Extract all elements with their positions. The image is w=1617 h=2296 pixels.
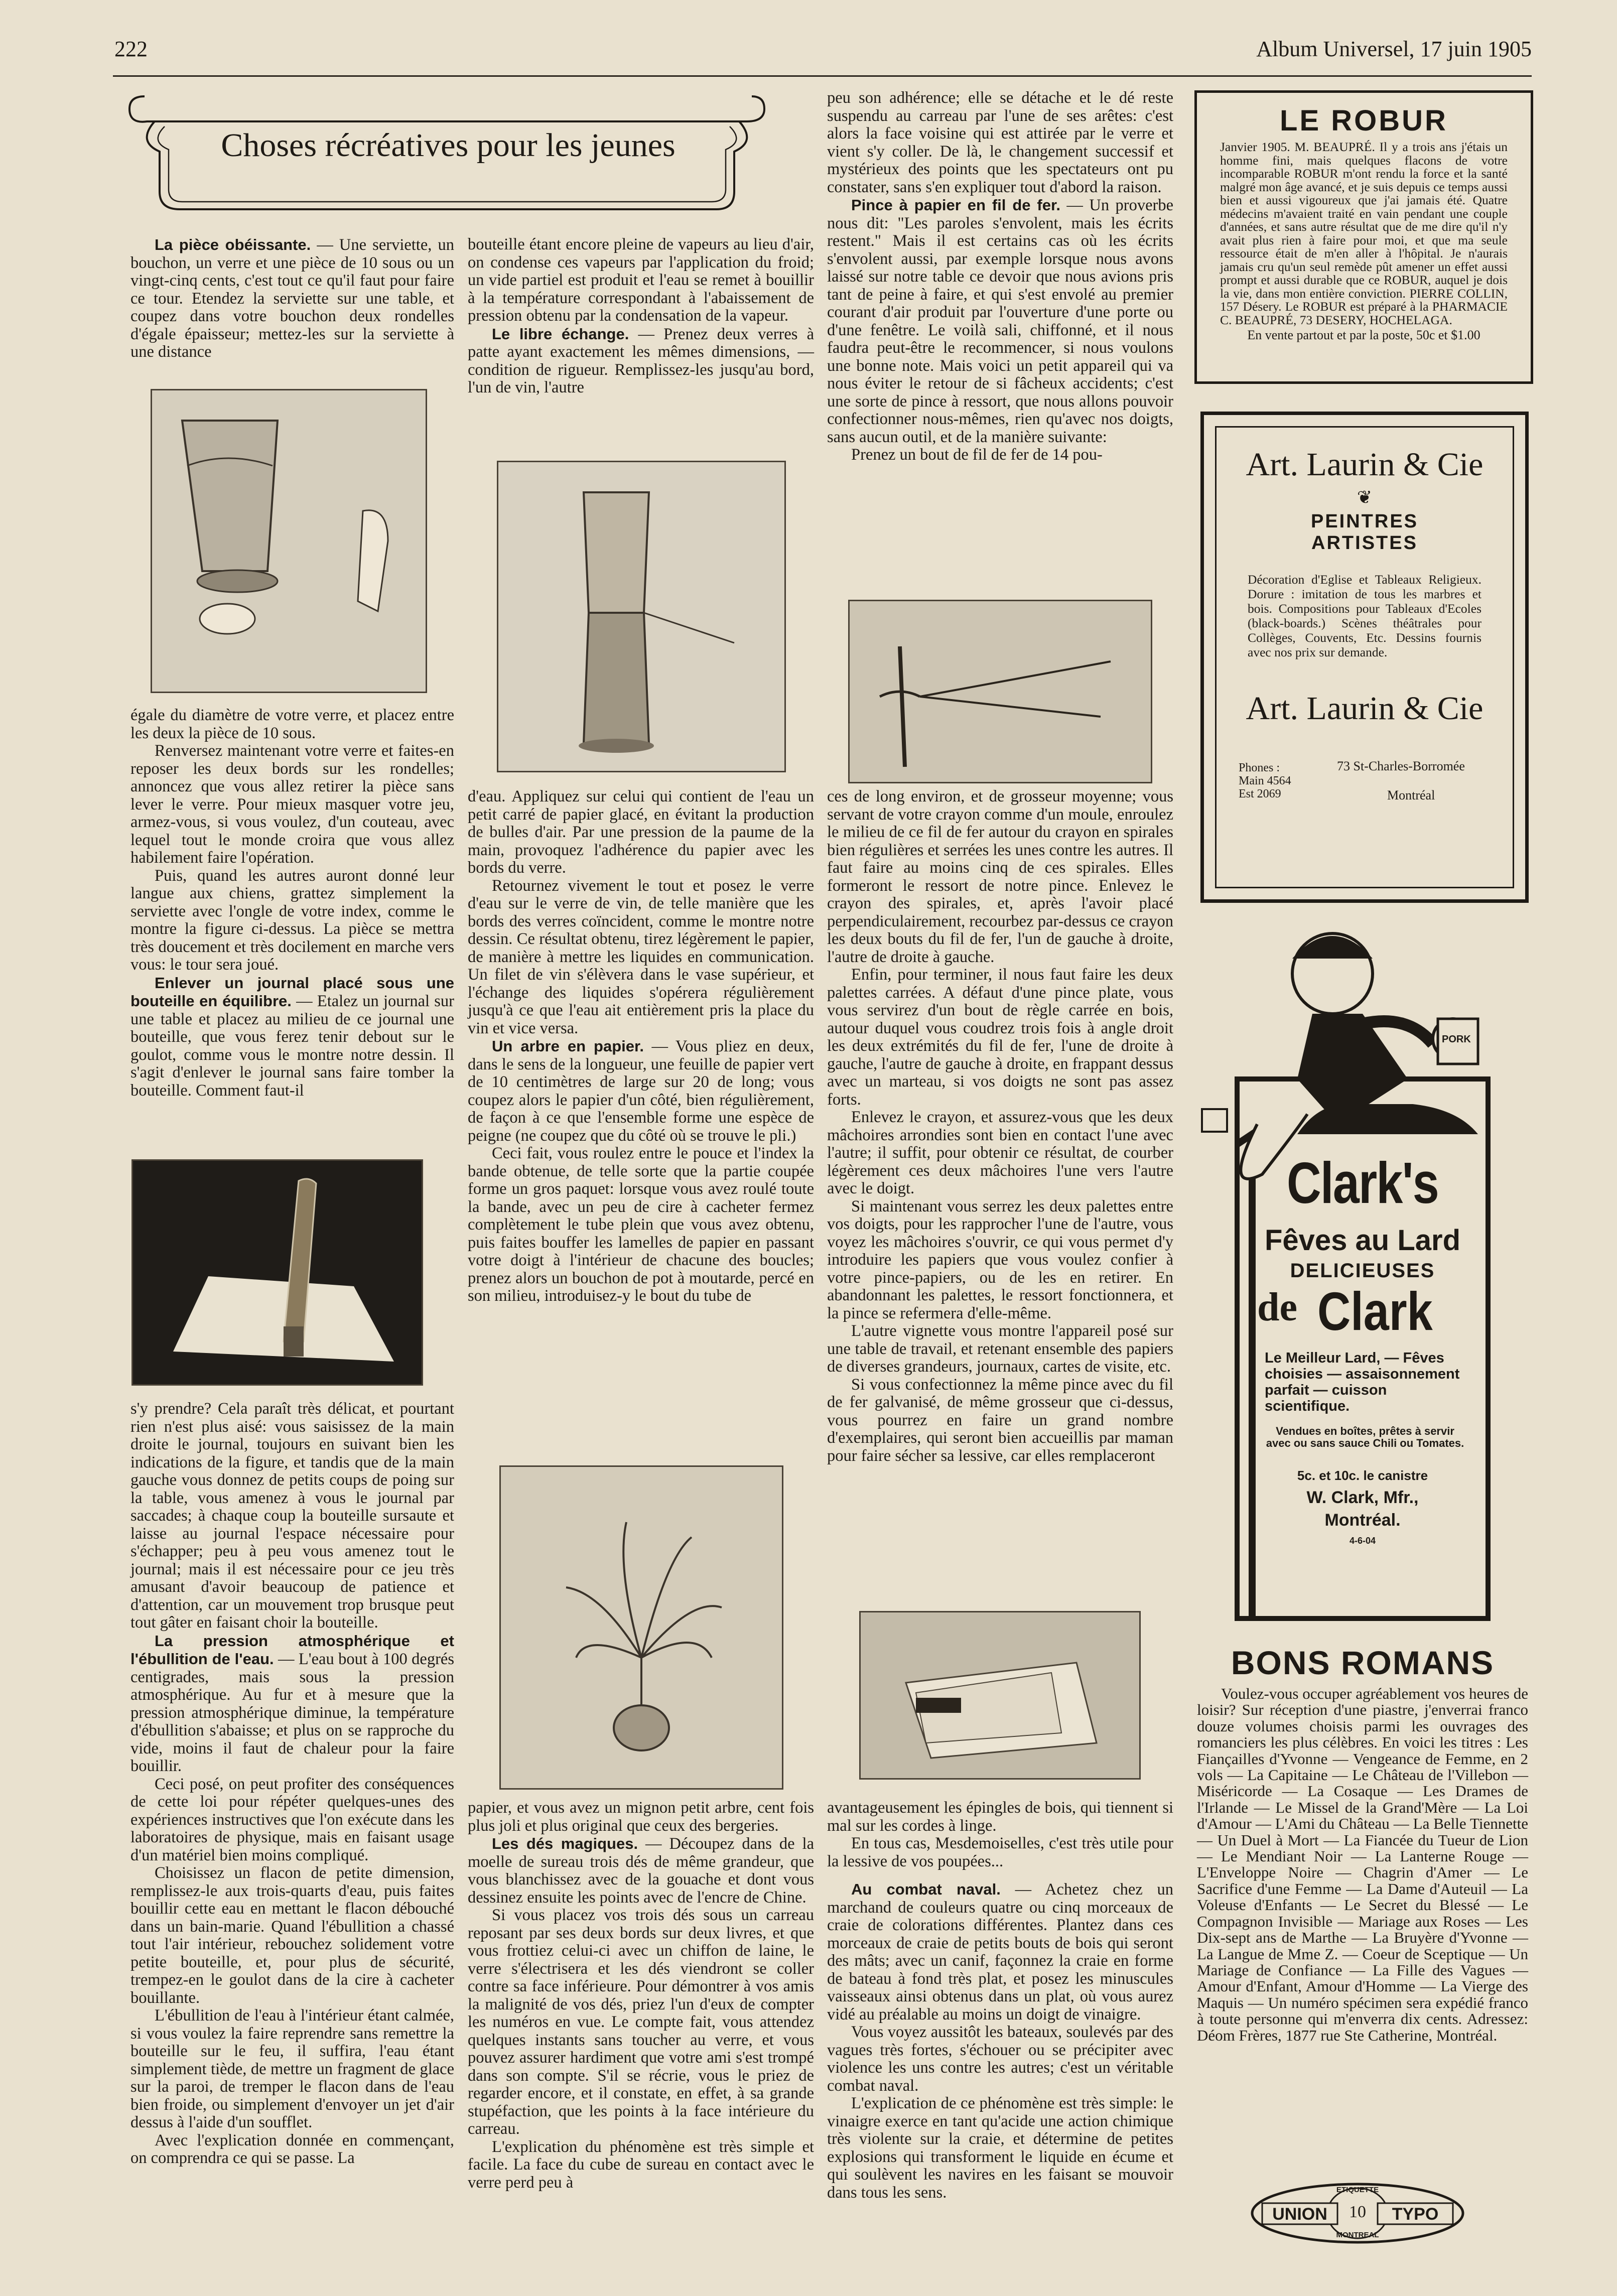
union-label-right: TYPO [1392,2205,1439,2224]
article-column-3 [827,89,1173,464]
header-rule [113,75,1532,77]
ad-clark-sub: DELICIEUSES [1290,1260,1435,1282]
paragraph: ces de long environ, et de grosseur moyenne; vous servant de votre crayon comme d'un moule, enroulez le milieu de ce fil de fer autour du crayon en spirales bien régulières et serrées les unes contre les autres. Il faut faire au moins cinq de ces spirales. Elles formeront le ressort de notre pince. Enlevez le crayon des spirales, et, après l'avoir placé perpendiculairement, recourbez par-dessus ce crayon les deux bouts du fil de fer, l'un de gauche à droite, l'autre de droite à gauche. [827,787,1173,966]
paragraph: Vous voyez aussitôt les bateaux, soulevés par des vagues très fortes, s'échouer ou se précipiter avec violence les uns contre les autres; c'est un véritable combat naval. [827,2023,1173,2095]
paragraph: Avec l'explication donnée en commençant, on comprendra ce qui se passe. La [130,2131,454,2167]
section-heading: Un arbre en papier. [492,1037,644,1055]
paragraph: L'explication de ce phénomène est très simple: le vinaigre exerce en tant qu'acide une action chimique très violente sur la craie, et détermine de petites explosions qui transforment le liquide en écume et qui soulèvent les navires en les faisant se mouvoir dans tous les sens. [827,2094,1173,2202]
ad-romans-text: Voulez-vous occuper agréablement vos heures de loisir? Sur réception d'une piastre, j'enverrai franco douze volumes choisis parmi les ouvrages des romanciers les plus célèbres. En voici les titres : Les Fiançailles d'Yvonne — Vengeance de Femme, en 2 vols — La Capitaine — Le Château de l'Villebon — Miséricorde — La Cosaque — Les Drames de l'Irlande — Le Missel de la Grand'Mère — La Loi d'Amour — L'Ami du Château — La Belle Tiennette — Un Duel à Mort — La Fiancée du Tueur de Lion — Le Mendiant Noir — La Lanterne Rouge — L'Enveloppe Noire — Chagrin d'Amer — Le Sacrifice d'une Femme — La Dame d'Auteuil — La Voleuse d'Enfants — Le Secret du Blessé — Le Compagnon Invisible — Mariage aux Roses — Les Dix-sept ans de Marthe — La Bruyère d'Yvonne — La Langue de Mme Z. — Coeur de Sceptique — Un Mariage de Confiance — La Fille des Vagues — Amour d'Enfant, Amour d'Homme — La Vierge des Maquis — Un numéro spécimen sera expédié franco à toute personne qui m'enverra dix cents. Adressez: Déom Frères, 1877 rue Ste Catherine, Montréal. [1197,1685,1528,2044]
page-number: 222 [114,37,148,61]
paragraph: Enfin, pour terminer, il nous faut faire les deux palettes carrées. A défaut d'une pince plate, vous vous servirez d'un bout de règle carrée en bois, autour duquel vous coudrez trois fois à angle droit les deux extrémités du fil de fer, l'une de droite à gauche, l'autre de gauche à droite, en frappant dessus avec un marteau, si vos doigts ne sont pas assez forts. [827,966,1173,1109]
article-column-2-cont2 [468,1799,814,2192]
ad-clark-maker: W. Clark, Mfr., [1306,1488,1419,1507]
union-label-left: UNION [1272,2205,1327,2224]
ad-clark-headline: Fêves au Lard [1264,1224,1461,1257]
ad-laurin-phones: Phones : Main 4564 Est 2069 [1239,761,1291,800]
ad-art-laurin [1200,412,1529,903]
paragraph: Si vous confectionnez la même pince avec du fil de fer galvanisé, de même grosseur que ci-dessus, vous pourrez en faire un grand nombre d'exemplaires, qui seront bien accueillis par maman pour faire sécher sa lessive, car elles remplaceront [827,1375,1173,1465]
ad-clark-brand2: Clark [1317,1281,1433,1341]
paragraph: égale du diamètre de votre verre, et placez entre les deux la pièce de 10 sous. [130,706,454,742]
ad-laurin-name-top: Art. Laurin & Cie [1246,446,1484,483]
ad-laurin-desc: Décoration d'Eglise et Tableaux Religieux. Dorure : imitation de tous les marbres et bois. Compositions pour Tableaux d'Ecoles (black-boards.) Scènes théâtrales pour Collèges, Couvents, Etc. Dessins fournis avec nos prix sur demande. [1248,572,1481,659]
ad-romans-title: BONS ROMANS [1231,1644,1495,1681]
union-label-top: ETIQUETTE [1336,2186,1379,2194]
section-heading: Pince à papier en fil de fer. [851,196,1060,214]
section-heading: Les dés magiques. [492,1835,638,1852]
ad-clark-city: Montréal. [1324,1511,1401,1530]
paragraph: — Un proverbe nous dit: "Les paroles s'envolent, mais les écrits restent." Mais il est certains cas où les écrits s'envolent aussi, par exemple lorsque nous avons laissé sur notre table ce devoir que nous avions pris tant de peine à faire, et qui s'est envolé au premier courant d'air produit par l'ouverture d'une porte ou d'une fenêtre. Le voilà sali, chiffonné, et il nous faudra peut-être le recommencer, si nous voulons une bonne note. Mais voici un petit appareil qui va nous éviter le retour de si fâcheux accidents; c'est une sorte de pince à ressort, que nous allons pouvoir confectionner nous-mêmes, rien qu'avec nos doigts, sans aucun outil, et de la manière suivante: [827,196,1173,446]
paragraph: En tous cas, Mesdemoiselles, c'est très utile pour la lessive de vos poupées... [827,1834,1173,1870]
ad-bons-romans [1197,1644,1528,2044]
ad-laurin-line1: PEINTRES [1310,511,1419,532]
paragraph: papier, et vous avez un mignon petit arbre, cent fois plus joli et plus original que ceux des bergeries. [468,1799,814,1835]
article-column-3-cont2 [827,1799,1173,2202]
paragraph: Ceci fait, vous roulez entre le pouce et l'index la bande obtenue, de telle sorte que la partie coupée forme un gros paquet: lorsque vous avez roulé toute la bande, avec un peu de cire à cacheter fermez complètement le tube plein que vous avez obtenu, puis faites bouffer les lamelles de papier en passant votre doigt à l'intérieur de chacune des boucles; prenez alors un bouchon de pot à moutarde, percé en son milieu, introduisez-y le bout du tube de [468,1144,814,1305]
ad-laurin-ornament-icon: ❦ [1357,487,1373,507]
ad-robur-footer: En vente partout et par la poste, 50c et $1.00 [1247,328,1480,342]
union-label-bottom: MONTREAL [1336,2231,1379,2239]
ad-le-robur [1194,90,1533,384]
paragraph: Retournez vivement le tout et posez le verre d'eau sur le verre de vin, de telle manière que les bords des verres coïncident, comme le montre notre dessin. Ce résultat obtenu, tirez légèrement le papier, de manière à mettre les liquides en communication. Un filet de vin s'élèvera dans le vase supérieur, et l'échange des liquides s'opérera régulièrement jusqu'à ce que l'eau ait entièrement pris la place du vin et vice versa. [468,876,814,1037]
ad-clark-body2: Vendues en boîtes, prêtes à servir avec ou sans sauce Chili ou Tomates. [1266,1425,1464,1449]
ad-laurin-name-bottom: Art. Laurin & Cie [1246,690,1484,727]
paragraph: — Une serviette, un bouchon, un verre et une pièce de 10 sous ou un vingt-cinq cents, c'est tout ce qu'il faut pour faire ce tour. Etendez la serviette sur une table, et coupez dans votre bouchon deux rondelles d'égale épaisseur; mettez-les sur la serviette à une distance [130,236,454,361]
paragraph: Ceci posé, on peut profiter des conséquences de cette loi pour répéter quelques-unes des expériences instructives que l'on exécute dans les laboratoires de physique, mais en faisant usage d'un matériel bien moins compliqué. [130,1775,454,1864]
ad-clark-price: 5c. et 10c. le canistre [1297,1468,1428,1483]
paragraph: — Découpez dans de la moelle de sureau trois dés de même grandeur, que vous blanchissez avec de la gouache et dont vous dessinez ensuite les points avec de l'encre de Chine. [468,1835,815,1907]
figure-bottle-newspaper [131,1159,423,1386]
section-heading: Enlever un journal placé sous une bouteille en équilibre. [130,974,454,1010]
paragraph: d'eau. Appliquez sur celui qui contient de l'eau un petit carré de papier glacé, en évitant la production de bulles d'air. Par une pression de la paume de la main, provoquez l'adhérence du papier avec les bords du verre. [468,787,814,877]
paragraph: — Vous pliez en deux, dans le sens de la longueur, une feuille de papier vert de 10 centimètres de large sur 20 de long; vous coupez alors le papier d'un côté, bien régulièrement, de façon à ce que l'ensemble forme une espèce de peigne (ne coupez que du côté où se trouve le pli.) [468,1037,814,1145]
ad-laurin-address: 73 St-Charles-Borromée [1337,759,1465,773]
ad-clark-de: de [1257,1285,1297,1329]
article-column-1-cont2 [130,1400,454,2168]
article-column-1 [130,236,454,361]
paragraph: Puis, quand les autres auront donné leur langue aux chiens, grattez simplement la serviette avec l'ongle de votre index, comme le montre la figure ci-dessus. La pièce se mettra très doucement et très docilement en marche vers vous: le tour sera joué. [130,866,454,974]
ad-clark-brand: Clark's [1287,1150,1438,1215]
figure-clip-papers [859,1611,1141,1780]
section-heading: Au combat naval. [851,1880,1001,1898]
ad-clark-code: 4-6-04 [1349,1536,1376,1546]
ad-clark-body: Le Meilleur Lard, — Fêves choisies — assaisonnement parfait — cuisson scientifique. [1265,1350,1460,1414]
union-label-seal [1247,2181,1468,2246]
paragraph: bouteille étant encore pleine de vapeurs au lieu d'air, on condense ces vapeurs par l'application du froid; un vide partiel est produit et l'eau se remet à bouillir à la température correspondant à l'abaissement de pression obtenu par la condensation de la vapeur. [468,235,814,325]
paragraph: s'y prendre? Cela paraît très délicat, et pourtant rien n'est plus aisé: vous saisissez de la main droite le journal, toujours en suivant bien les indications de la figure, et tandis que de la main gauche vous donnez de petits coups de poing sur la table, vous amenez à vous le journal par saccades; à chaque coup la bouteille sursaute et laisse au journal l'espace nécessaire pour s'échapper; peu à peu vous amenez tout le journal; mais il est nécessaire pour ce jeu très amusant d'avoir beaucoup de patience et d'attention, car un mouvement trop brusque peut tout gâter en faisant choir la bouteille. [130,1400,454,1632]
ad-laurin-line2: ARTISTES [1311,532,1418,554]
paragraph: — L'eau bout à 100 degrés centigrades, mais sous la pression atmosphérique. Au fur et à mesure que la pression atmosphérique diminue, la température d'ébullition s'abaisse; et plus on se rapproche du vide, moins il faut de chaleur pour la faire bouillir. [130,1650,454,1775]
ad-clark-beans [1197,913,1528,1624]
paragraph: Choisissez un flacon de petite dimension, remplissez-le aux trois-quarts d'eau, puis faites bouillir cette eau en mettant le flacon débouché dans un bain-marie. Quand l'ébullition a chassé tout l'air intérieur, rebouchez solidement votre petite bouteille, et, pour plus de sécurité, trempez-en le goulot dans de la cire à cacheter bouillante. [130,1864,454,2007]
paragraph: avantageusement les épingles de bois, qui tiennent si mal sur les cordes à linge. [827,1799,1173,1835]
figure-two-glasses [497,461,786,772]
paragraph: Si vous placez vos trois dés sous un carreau reposant par ses deux bords sur deux livres, et que vous frottiez celui-ci avec un chiffon de laine, le verre s'électrisera et les dés viendront se coller contre sa face inférieure. Pour démontrer à vos amis la malignité de vos dés, priez l'un d'eux de compter les numéros en vue. Le compte fait, vous attendez quelques instants sans toucher au verre, et vous pouvez assurer hardiment que votre ami s'est trompé dans son compte. S'il se récrie, vous le priez de regarder encore, et il constate, en effet, à sa grande stupéfaction, que les points à la face intérieure du carreau. [468,1906,814,2138]
paragraph: L'autre vignette vous montre l'appareil posé sur une table de travail, et retenant ensemble des papiers de diverses grandeurs, journaux, cartes de visite, etc. [827,1322,1173,1376]
paragraph: — Achetez chez un marchand de couleurs quatre ou cinq morceaux de craie de colorations différentes. Plantez dans ces morceaux de craie de petits bouts de bois qui seront des mâts; avec un canif, façonnez la craie en forme de bateau à fond très plat, et posez les minuscules vaisseaux ainsi obtenus dans un plat, où vous aurez vidé au préalable au moins un doigt de vinaigre. [827,1880,1173,2023]
figure-paper-tree [499,1465,783,1790]
article-column-1-cont [130,707,454,1100]
section-heading: Le libre échange. [492,325,629,343]
paragraph: Enlevez le crayon, et assurez-vous que les deux mâchoires arrondies sont bien en contact l'une avec l'autre; il suffit, pour obtenir ce résultat, de courber légèrement ces deux mâchoires l'une vers l'autre avec le doigt. [827,1108,1173,1197]
section-heading: La pièce obéissante. [155,236,311,253]
paragraph: — Etalez un journal sur une table et placez au milieu de ce journal une bouteille, que vous ferez tenir debout sur le goulot, comme vous le montre notre dessin. Il s'agit d'enlever le journal sans faire tomber la bouteille. Comment faut-il [130,992,454,1100]
article-column-2-cont [468,788,814,1305]
article-column-2 [468,236,814,397]
ad-clark-can-label: PORK [1442,1034,1471,1045]
paragraph: Renversez maintenant votre verre et faites-en reposer les deux bords sur les rondelles; annoncez que vous allez retirer la pièce sans lever le verre. Pour mieux masquer votre jeu, armez-vous, si vous voulez, d'un couteau, avec lequel tout le monde croira que vous allez habilement faire l'opération. [130,742,454,867]
article-title: Choses récréatives pour les jeunes [221,127,676,164]
paragraph: L'ébullition de l'eau à l'intérieur étant calmée, si vous voulez la faire reprendre sans remettre la bouteille sur le feu, il suffira, l'eau étant simplement tiède, de mettre un fragment de glace sur la paroi, de tremper le flacon dans de l'eau bien froide, ou simplement d'envoyer un jet d'air dessus à l'aide d'un soufflet. [130,2006,454,2131]
ad-robur-title: LE ROBUR [1280,104,1448,137]
figure-glass-coin [151,389,427,693]
paragraph: — Prenez deux verres à patte ayant exactement les mêmes dimensions, — condition de rigueur. Remplissez-les jusqu'au bord, l'un de vin, l'autre [468,325,814,396]
union-label-number: 10 [1349,2203,1366,2221]
ad-robur-text: Janvier 1905. M. BEAUPRÉ. Il y a trois ans j'étais un homme fini, mais quelques flacons de votre incomparable ROBUR m'ont rendu la force et la santé malgré mon âge avancé, et je suis depuis ce temps aussi bien et aussi vigoureux que j'ai jamais été. Quatre médecins m'avaient traité en vain pendant une couple d'années, et sans autre résultat que de me dire qu'il n'y avait plus rien à faire pour moi, et que ma seule ressource était de m'en aller à l'hôpital. Je n'aurais jamais cru qu'un seul remède pût amener un effet aussi prompt et aussi durable que ce ROBUR, auquel je dois la vie, dans mon entière conviction. PIERRE COLLIN, 157 Désery. Le ROBUR est préparé à la PHARMACIE C. BEAUPRÉ, 73 DESERY, HOCHELAGA. [1220,140,1508,327]
ad-laurin-city: Montréal [1387,788,1435,802]
publication-header: Album Universel, 17 juin 1905 [1256,37,1532,61]
section-heading: La pression atmosphérique et l'ébullition de l'eau. [130,1632,454,1668]
paragraph: L'explication du phénomène est très simple et facile. La face du cube de sureau en contact avec le verre perd peu à [468,2137,814,2192]
article-title-frame [124,86,772,218]
paragraph: Si maintenant vous serrez les deux palettes entre vos doigts, pour les rapprocher l'une de l'autre, vous voyez les mâchoires s'ouvrir, ce qui vous permet d'y introduire les papiers que vous voulez confier à votre pince-papiers, ou de les en retirer. En abandonnant les palettes, le ressort fonctionnera, et la pince se refermera d'elle-même. [827,1197,1173,1322]
paragraph: Prenez un bout de fil de fer de 14 pou- [851,446,1103,464]
figure-wire-clip [848,600,1152,783]
paragraph: peu son adhérence; elle se détache et le dé reste suspendu au carreau par l'une de ses arêtes: c'est alors la face voisine qui est attirée par le verre et vient s'y coller. De là, le changement successif et mystérieux des points que les spectateurs ont pu constater, sans s'en expliquer tout d'abord la raison. [827,89,1173,196]
article-column-3-cont [827,788,1173,1465]
